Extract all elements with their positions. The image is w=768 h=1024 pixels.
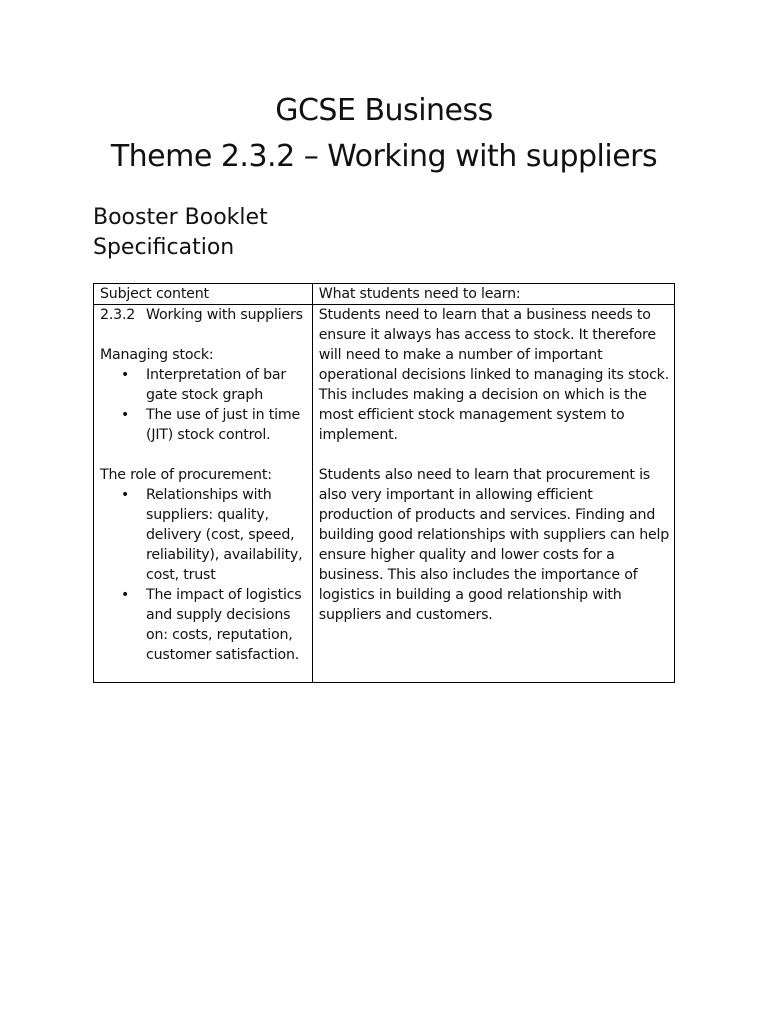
subject-code: 2.3.2 [100, 307, 136, 323]
document-subtitle [93, 203, 268, 263]
title-line-1: GCSE Business [275, 93, 493, 128]
learn-paragraph-stock: Students need to learn that a business needs to ensure it always has access to stock. It therefore will need to make a number of important operational decisions linked to managing its stock. This includes making a decision on which is the most efficient stock management system to implement. [318, 307, 670, 443]
header-what-students-learn: What students need to learn: [312, 284, 674, 305]
learn-paragraph-procurement: Students also need to learn that procurement is also very important in allowing efficient production of products and services. Finding and building good relationships with suppliers can help ensure higher quality and lower costs for a business. This also includes the importance of logistics in building a good relationship with suppliers and customers. [318, 467, 670, 623]
document-title [0, 88, 768, 180]
list-item: • Interpretation of bar gate stock graph [146, 365, 308, 405]
list-item: • The use of just in time (JIT) stock control. [146, 405, 308, 445]
subject-topic: Working with suppliers [146, 307, 303, 323]
table-header-row [94, 284, 675, 305]
subtitle-booster-booklet: Booster Booklet [93, 205, 268, 230]
managing-stock-list [100, 365, 308, 445]
procurement-heading: The role of procurement: [100, 467, 272, 483]
specification-table [93, 283, 675, 683]
subject-code-row [100, 305, 308, 325]
subject-content-cell [94, 305, 313, 683]
header-subject-content: Subject content [94, 284, 313, 305]
procurement-list [100, 485, 308, 665]
managing-stock-heading: Managing stock: [100, 347, 214, 363]
table-row [94, 305, 675, 683]
list-item: • The impact of logistics and supply decisions on: costs, reputation, customer satisfaction. [146, 585, 308, 665]
subtitle-specification: Specification [93, 235, 235, 260]
what-students-learn-cell [312, 305, 674, 683]
list-item: • Relationships with suppliers: quality, delivery (cost, speed, reliability), availability, cost, trust [146, 485, 308, 585]
title-line-2: Theme 2.3.2 – Working with suppliers [110, 139, 658, 174]
